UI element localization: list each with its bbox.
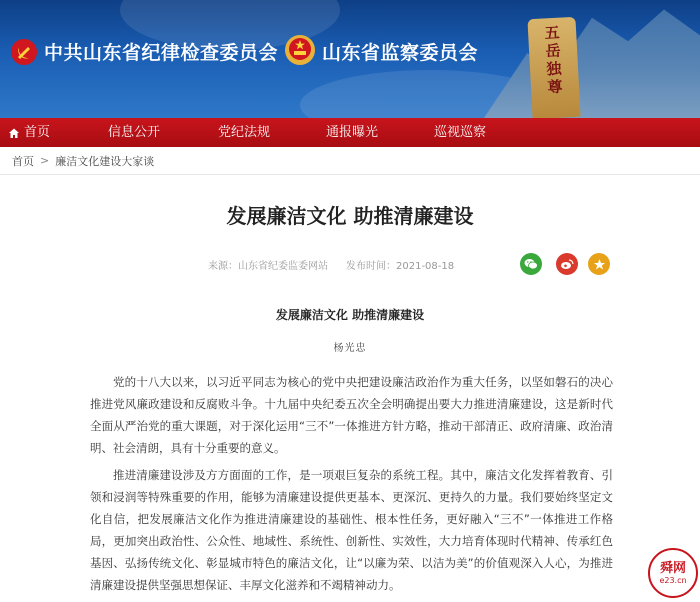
mount-tai-image (460, 0, 700, 118)
weibo-icon (560, 258, 574, 270)
party-emblem-icon (10, 38, 38, 66)
article-author: 杨光忠 (333, 343, 367, 354)
org-title-commission: 中共山东省纪律检查委员会 (44, 42, 279, 64)
favorite-button[interactable] (588, 253, 610, 275)
stone-char: 五 (544, 23, 561, 43)
breadcrumb-home-link[interactable]: 首页 (12, 154, 34, 168)
breadcrumb-current-link[interactable]: 廉洁文化建设大家谈 (55, 154, 155, 168)
article-subtitle: 发展廉洁文化 助推清廉建设 (275, 308, 425, 322)
stone-tablet (527, 17, 580, 118)
stone-char: 独 (546, 59, 563, 79)
site-banner (0, 0, 700, 118)
main-nav (0, 118, 700, 147)
favorite-icon (593, 258, 606, 271)
article-paragraph: 党的十八大以来，以习近平同志为核心的党中央把建设廉洁政治作为重大任务，以坚如磐石的决心推进党风廉政建设和反腐败斗争。十九届中央纪委五次全会明确提出要大力推进清廉建设，这是新时代全面从严治党的重大课题，对于深化运用“三不”一体推进方针方略，推动干部清正、政府清廉、政治清明、社会清朗，具有十分重要的意义。 (90, 375, 613, 455)
wechat-icon (524, 258, 538, 270)
stone-char: 岳 (545, 41, 562, 61)
article-title: 发展廉洁文化 助推清廉建设 (226, 204, 474, 228)
nav-item-home[interactable] (0, 118, 70, 147)
nav-item-inspection[interactable]: 巡视巡察 (434, 125, 487, 140)
nav-item-label: 首页 (24, 125, 51, 140)
share-weibo-button[interactable] (556, 253, 578, 275)
breadcrumb (0, 147, 700, 175)
national-emblem-icon (284, 34, 316, 66)
nav-item-party-regulations[interactable]: 党纪法规 (218, 125, 271, 140)
article-meta (208, 257, 454, 272)
nav-item-exposure[interactable]: 通报曝光 (326, 125, 379, 140)
nav-item-info-disclosure[interactable]: 信息公开 (108, 125, 161, 140)
share-wechat-button[interactable] (520, 253, 542, 275)
stone-char: 尊 (547, 77, 563, 97)
home-icon (8, 127, 20, 139)
org-title-supervision: 山东省监察委员会 (322, 42, 479, 64)
watermark-subtext: e23.cn (659, 575, 687, 585)
breadcrumb-separator: > (40, 154, 50, 167)
watermark-text: 舜网 (659, 560, 686, 576)
e23-logo (648, 548, 698, 598)
article-paragraph: 推进清廉建设涉及方方面面的工作，是一项艰巨复杂的系统工程。其中，廉洁文化发挥着教育、引领和浸润等特殊重要的作用，能够为清廉建设提供更基本、更深沉、更持久的力量。我们要始终坚定文化自信，把发展廉洁文化作为推进清廉建设的基础性、根本性任务，更好融入“三不”一体推进工作格局，更加突出政治性、公众性、地域性、系统性、创新性、实效性，大力培育体现时代精神、传承红色基因、弘扬传统文化、彰显城市特色的廉洁文化，让“以廉为荣、以洁为美”的价值观深入人心，为推进清廉建设提供坚强思想保证、丰厚文化滋养和不竭精神动力。 (90, 468, 613, 592)
article-date: 发布时间：2021-08-18 (346, 261, 455, 272)
article-source: 来源：山东省纪委监委网站 (208, 261, 328, 272)
